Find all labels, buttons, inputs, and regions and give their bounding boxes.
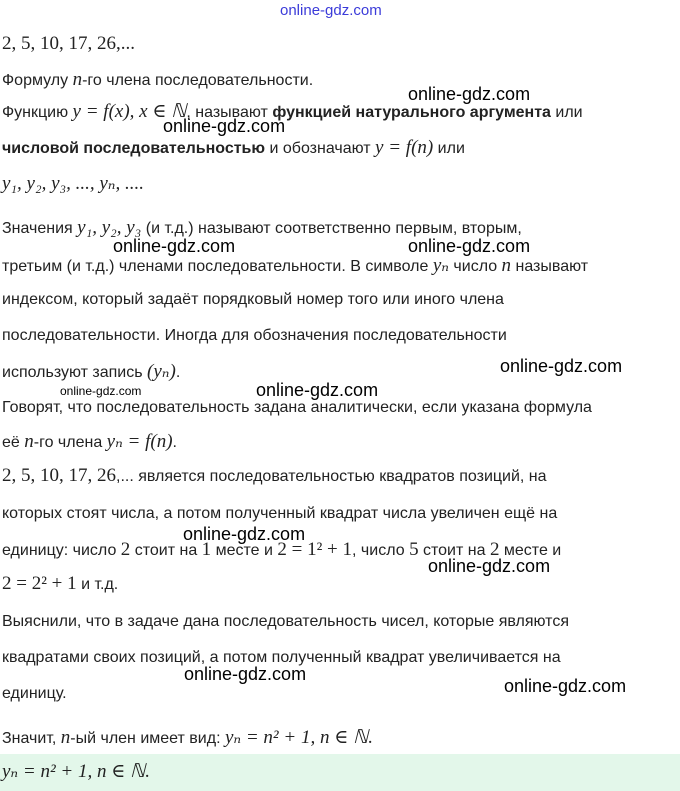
text-nth-term-line: её n-го члена yₙ = f(n).	[2, 431, 177, 452]
text-values-line: Значения y₁, y₂, y₃ (и т.д.) называют соответственно первым, вторым,	[2, 217, 522, 238]
text-one-line: единицу.	[2, 685, 67, 702]
text-numeric-sequence-line: числовой последовательностью и обозначают y = f(n) или	[2, 137, 465, 158]
text-analytic-line: Говорят, что последовательность задана аналитически, если указана формула	[2, 399, 592, 416]
watermark: online-gdz.com	[113, 236, 236, 256]
text-use-notation-line: используют запись (yₙ).	[2, 361, 181, 382]
text-conclusion-line: Значит, n-ый член имеет вид: yₙ = n² + 1, n ∈ ℕ.	[2, 727, 373, 748]
text-third-line: третьим (и т.д.) членами последовательности. В символе yₙ число n называют	[2, 255, 589, 276]
watermark: online-gdz.com	[184, 664, 307, 684]
watermark: online-gdz.com	[408, 84, 531, 104]
text-index-line: индексом, который задаёт порядковый номер того или иного члена	[2, 291, 504, 308]
watermark: online-gdz.com	[428, 556, 551, 576]
watermark-small: online-gdz.com	[60, 384, 142, 398]
text-two-line: 2 = 2² + 1 и т.д.	[2, 573, 119, 594]
text-found-line: Выяснили, что в задаче дана последовательность чисел, которые являются	[2, 613, 569, 630]
text-formula-line: Формулу n-го члена последовательности.	[2, 69, 314, 90]
text-unit-line: единицу: число 2 стоит на 1 месте и 2 = 1² + 1, число 5 стоит на 2 месте и	[2, 539, 562, 560]
watermark: online-gdz.com	[504, 676, 627, 696]
text-squares-line: квадратами своих позиций, а потом полученный квадрат увеличивается на	[2, 649, 561, 666]
watermark: online-gdz.com	[183, 524, 306, 544]
watermark-top: online-gdz.com	[280, 2, 382, 19]
watermark: online-gdz.com	[256, 380, 379, 400]
watermark: online-gdz.com	[163, 116, 286, 136]
text-function-line: Функцию y = f(x), x ∈ ℕ, называют функцией натурального аргумента или	[2, 101, 583, 122]
watermark: online-gdz.com	[408, 236, 531, 256]
math-y-list: y₁, y₂, y₃, ..., yₙ, ....	[2, 173, 144, 194]
answer-formula: yₙ = n² + 1, n ∈ ℕ.	[2, 761, 151, 782]
sequence-example: 2, 5, 10, 17, 26,...	[2, 33, 135, 54]
watermark: online-gdz.com	[500, 356, 623, 376]
text-sequence-notation-line: последовательности. Иногда для обозначения последовательности	[2, 327, 507, 344]
text-which-line: которых стоят числа, а потом полученный квадрат числа увеличен ещё на	[2, 505, 558, 522]
text-squares-sequence-line: 2, 5, 10, 17, 26,... является последовательностью квадратов позиций, на	[2, 465, 547, 486]
